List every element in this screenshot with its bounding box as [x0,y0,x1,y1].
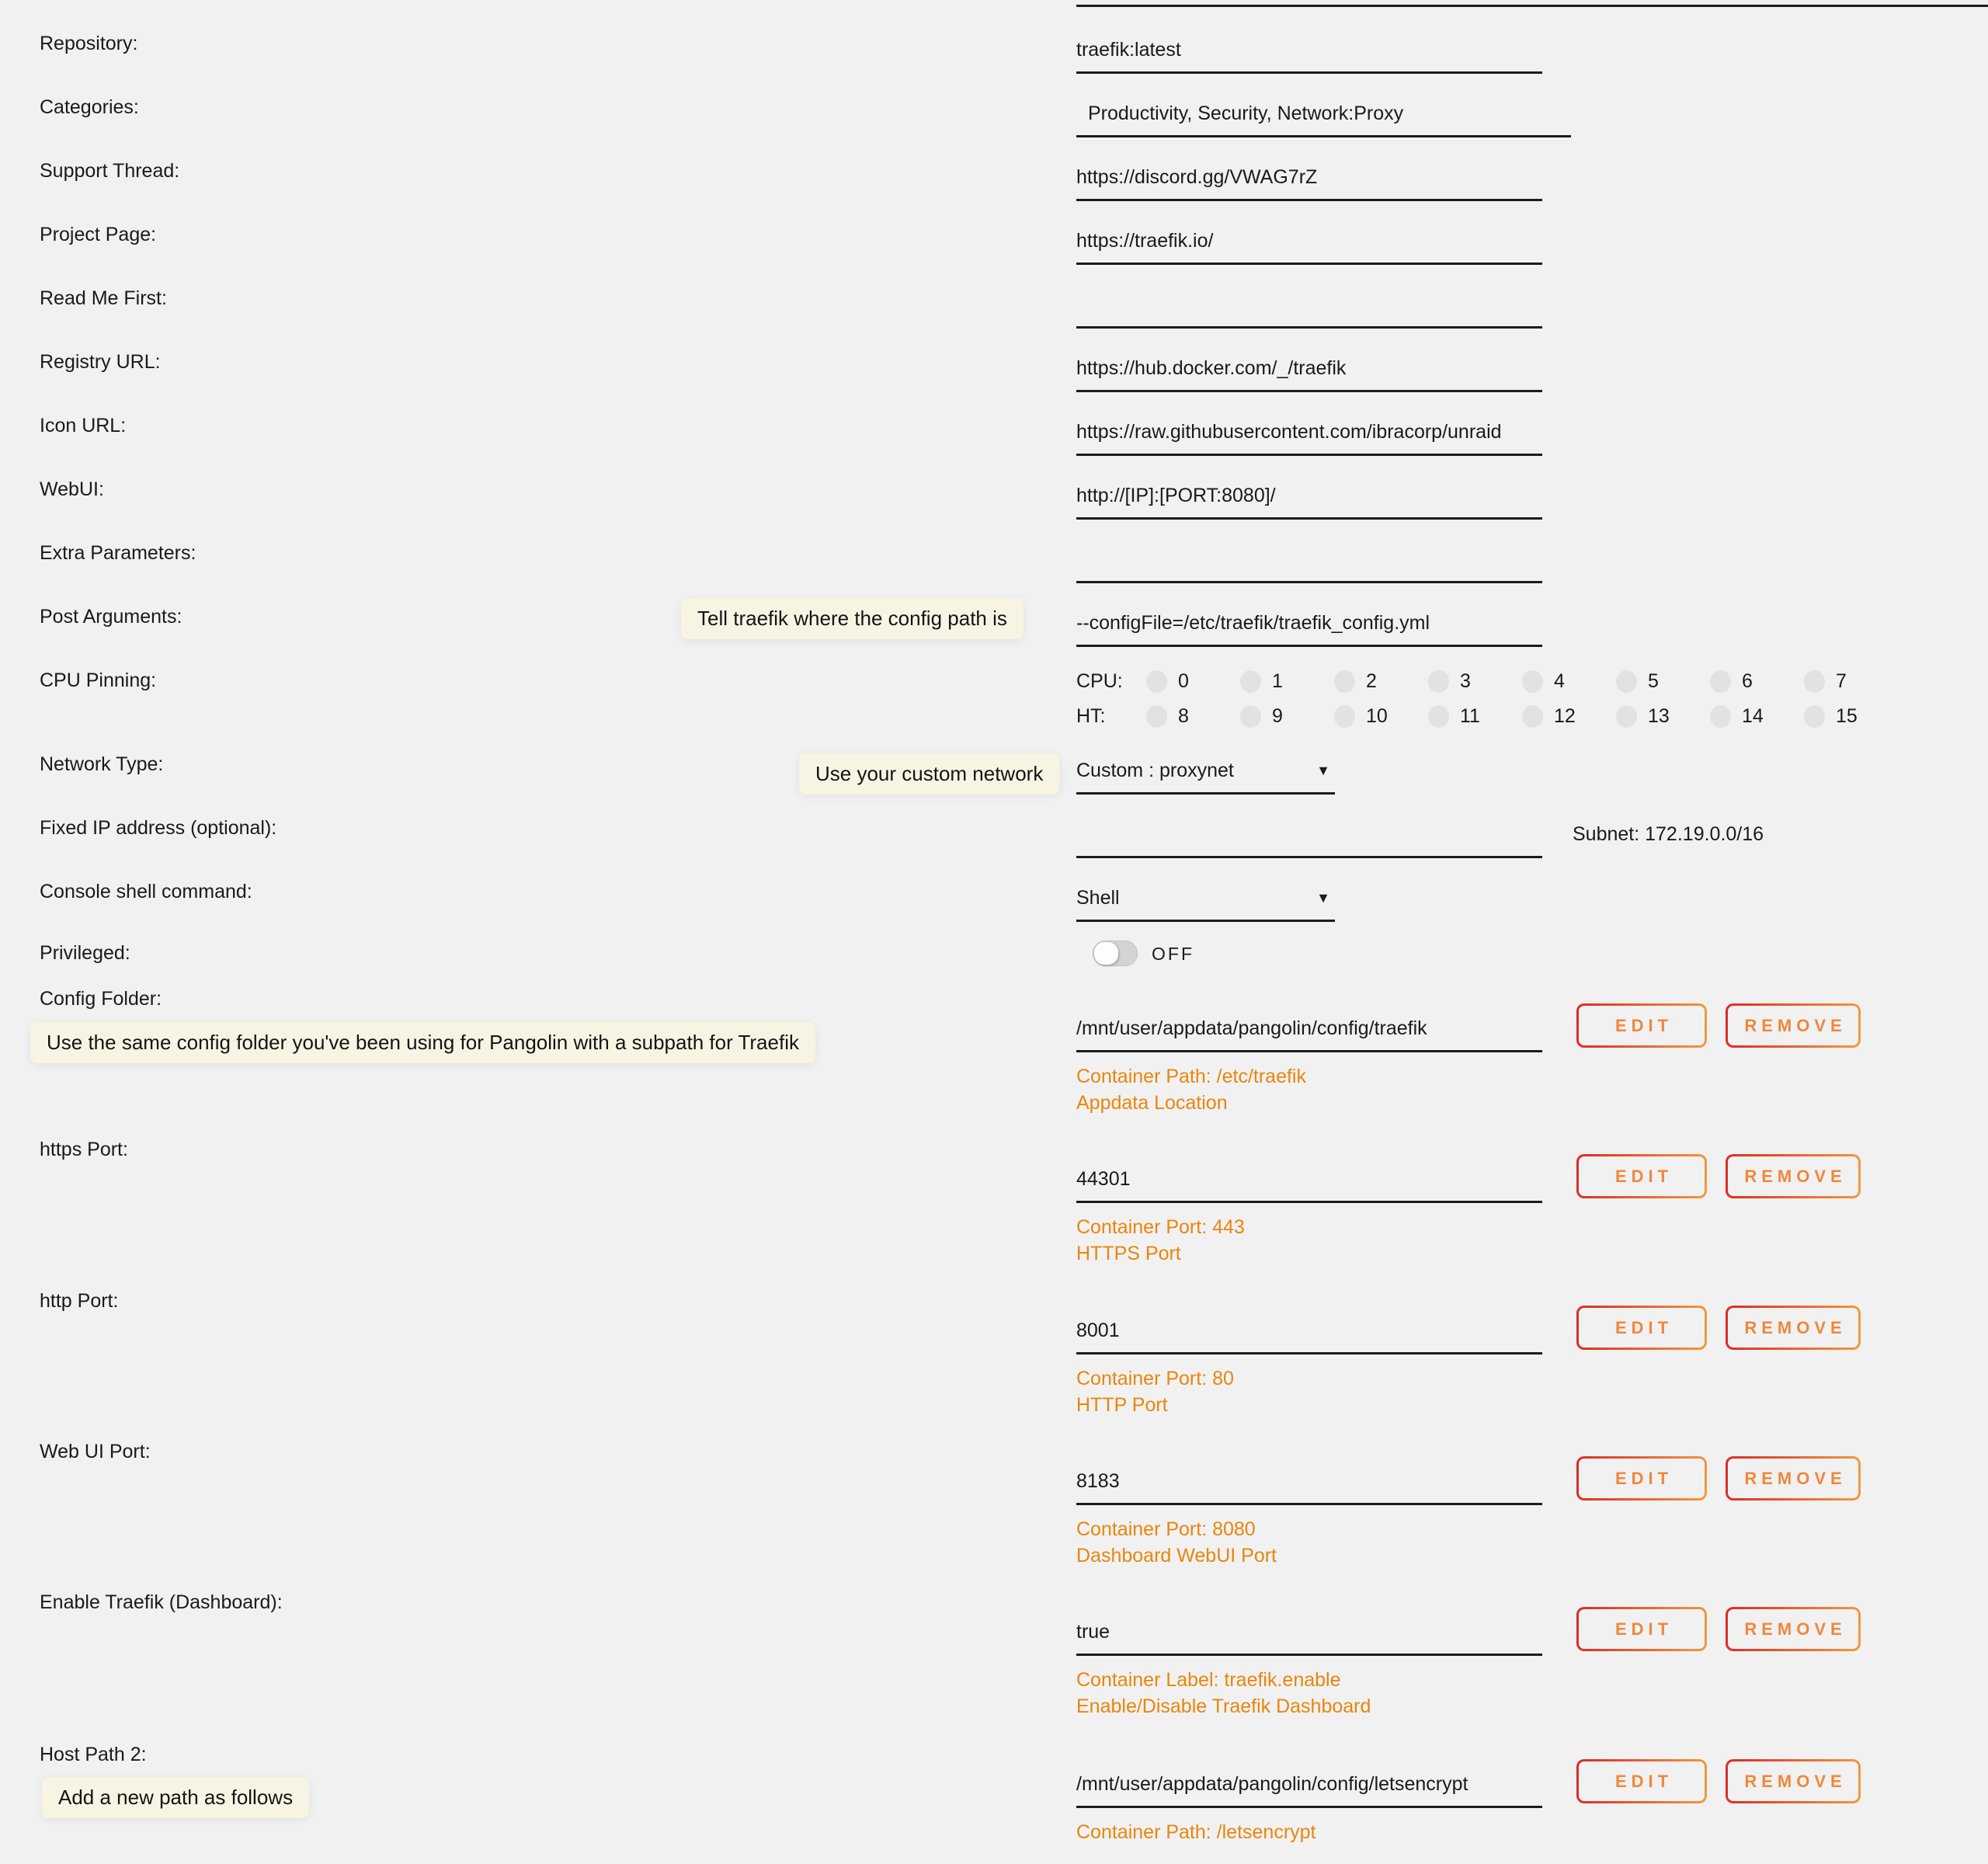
ht-core-option [1146,705,1240,728]
fixed-ip-label: Fixed IP address (optional): [40,817,277,839]
ht-core-number: 13 [1648,704,1670,727]
extra-parameters-label: Extra Parameters: [40,542,196,564]
project-page-input[interactable] [1076,219,1542,265]
remove-button[interactable]: REMOVE [1726,1456,1861,1501]
cpu-core-option [1804,670,1898,693]
enable-dashboard-label: Enable Traefik (Dashboard): [40,1591,283,1613]
toggle-knob [1094,942,1118,965]
cpu-core-radio[interactable] [1334,670,1355,693]
ht-core-radio[interactable] [1334,705,1355,728]
container-label-note: Container Label: traefik.enable [1076,1669,1341,1691]
http-port-input[interactable] [1076,1309,1542,1355]
cpu-core-radio[interactable] [1804,670,1825,693]
host-path-2-input[interactable] [1076,1762,1542,1808]
console-shell-label: Console shell command: [40,881,252,902]
ht-core-radio[interactable] [1428,705,1449,728]
cpu-core-option [1428,670,1522,693]
ht-core-number: 9 [1272,704,1283,727]
edit-button[interactable]: EDIT [1576,1456,1707,1501]
registry-url-label: Registry URL: [40,351,161,373]
https-port-label: https Port: [40,1139,128,1160]
icon-url-value: https://raw.githubusercontent.com/ibracorp/unraid [1076,420,1502,443]
extra-parameters-input[interactable] [1076,537,1542,583]
remove-button[interactable]: REMOVE [1726,1154,1861,1198]
cpu-core-number: 2 [1366,669,1377,692]
enable-dashboard-value: true [1076,1620,1110,1643]
icon-url-label: Icon URL: [40,415,127,436]
ht-core-option [1522,705,1616,728]
cpu-core-option [1616,670,1710,693]
ht-core-radio[interactable] [1710,705,1731,728]
previous-field-underline [1076,5,1988,7]
ht-row-label: HT: [1076,704,1106,727]
ht-core-number: 14 [1742,704,1764,727]
dropdown-caret-icon: ▼ [1316,889,1330,906]
console-shell-select[interactable] [1076,876,1335,922]
fixed-ip-input[interactable] [1076,812,1542,858]
categories-label: Categories: [40,96,139,118]
ht-core-option [1710,705,1804,728]
http-port-value: 8001 [1076,1319,1120,1341]
read-me-first-input[interactable] [1076,283,1542,329]
post-arguments-input[interactable] [1076,601,1542,647]
cpu-core-number: 0 [1178,669,1189,692]
edit-button[interactable]: EDIT [1576,1759,1707,1803]
host-path-2-tooltip: Add a new path as follows [42,1777,309,1818]
config-folder-value: /mnt/user/appdata/pangolin/config/traefik [1076,1017,1427,1039]
support-thread-input[interactable] [1076,155,1542,201]
cpu-core-radio[interactable] [1522,670,1543,693]
field-description-note: HTTP Port [1076,1394,1168,1416]
webui-value: http://[IP]:[PORT:8080]/ [1076,484,1276,506]
edit-button[interactable]: EDIT [1576,1154,1707,1198]
network-type-label: Network Type: [40,753,164,775]
config-folder-input[interactable] [1076,1007,1542,1052]
cpu-core-option [1334,670,1428,693]
network-type-tooltip: Use your custom network [799,753,1059,795]
edit-button[interactable]: EDIT [1576,1003,1707,1048]
cpu-core-radio[interactable] [1428,670,1449,693]
ht-core-number: 10 [1366,704,1388,727]
cpu-core-radio[interactable] [1710,670,1731,693]
support-thread-label: Support Thread: [40,160,180,182]
network-type-select[interactable] [1076,749,1335,795]
network-type-value: Custom : proxynet [1076,759,1234,781]
project-page-label: Project Page: [40,224,157,245]
repository-label: Repository: [40,33,138,54]
ht-core-radio[interactable] [1522,705,1543,728]
enable-dashboard-input[interactable] [1076,1610,1542,1656]
cpu-core-row [1076,669,1898,693]
field-description-note: Dashboard WebUI Port [1076,1545,1277,1567]
ht-core-row [1076,704,1898,728]
cpu-core-number: 7 [1836,669,1847,692]
remove-button[interactable]: REMOVE [1726,1607,1861,1651]
cpu-core-number: 5 [1648,669,1659,692]
cpu-core-number: 3 [1460,669,1471,692]
remove-button[interactable]: REMOVE [1726,1003,1861,1048]
webui-port-value: 8183 [1076,1469,1120,1492]
field-description-note: HTTPS Port [1076,1243,1181,1264]
post-arguments-tooltip: Tell traefik where the config path is [681,598,1024,639]
console-shell-value: Shell [1076,886,1120,909]
container-path-note: Container Path: /etc/traefik [1076,1066,1306,1087]
dropdown-caret-icon: ▼ [1316,762,1330,778]
cpu-core-option [1522,670,1616,693]
support-thread-value: https://discord.gg/VWAG7rZ [1076,165,1318,188]
project-page-value: https://traefik.io/ [1076,229,1214,252]
privileged-label: Privileged: [40,942,130,964]
categories-input[interactable] [1076,92,1571,137]
remove-button[interactable]: REMOVE [1726,1759,1861,1803]
icon-url-input[interactable] [1076,410,1542,456]
webui-input[interactable] [1076,474,1542,520]
webui-port-input[interactable] [1076,1459,1542,1505]
http-port-label: http Port: [40,1290,119,1312]
post-arguments-label: Post Arguments: [40,606,182,628]
container-port-note: Container Port: 8080 [1076,1518,1256,1540]
registry-url-input[interactable] [1076,346,1542,392]
ht-core-option [1428,705,1522,728]
edit-button[interactable]: EDIT [1576,1607,1707,1651]
config-folder-label: Config Folder: [40,988,162,1010]
repository-input[interactable] [1076,28,1542,74]
cpu-core-number: 4 [1554,669,1565,692]
config-folder-tooltip: Use the same config folder you've been using for Pangolin with a subpath for Traefik [30,1022,815,1063]
field-description-note: Appdata Location [1076,1092,1228,1114]
container-port-note: Container Port: 443 [1076,1216,1245,1238]
cpu-core-number: 1 [1272,669,1283,692]
ht-core-radio[interactable] [1804,705,1825,728]
webui-port-label: Web UI Port: [40,1441,151,1462]
field-description-note: Enable/Disable Traefik Dashboard [1076,1695,1371,1717]
cpu-core-option [1146,670,1240,693]
read-me-first-label: Read Me First: [40,287,167,309]
ht-core-number: 11 [1460,704,1480,727]
post-arguments-value: --configFile=/etc/traefik/traefik_config.yml [1076,611,1430,634]
cpu-pinning-label: CPU Pinning: [40,669,157,691]
privileged-state: OFF [1152,944,1194,964]
ht-core-option [1240,705,1334,728]
cpu-core-option [1240,670,1334,693]
cpu-row-label: CPU: [1076,669,1123,692]
https-port-value: 44301 [1076,1167,1131,1190]
subnet-info: Subnet: 172.19.0.0/16 [1573,823,1764,845]
ht-core-option [1616,705,1710,728]
registry-url-value: https://hub.docker.com/_/traefik [1076,356,1347,379]
privileged-toggle[interactable] [1093,941,1138,966]
ht-core-radio[interactable] [1146,705,1167,728]
cpu-core-option [1710,670,1804,693]
ht-core-number: 15 [1836,704,1858,727]
ht-core-number: 8 [1178,704,1189,727]
ht-core-number: 12 [1554,704,1576,727]
webui-label: WebUI: [40,478,104,500]
ht-core-option [1804,705,1898,728]
container-path-note: Container Path: /letsencrypt [1076,1821,1316,1843]
repository-value: traefik:latest [1076,38,1181,61]
cpu-core-radio[interactable] [1146,670,1167,693]
categories-value: Productivity, Security, Network:Proxy [1088,102,1404,124]
edit-button[interactable]: EDIT [1576,1306,1707,1350]
cpu-core-radio[interactable] [1240,670,1261,693]
host-path-2-value: /mnt/user/appdata/pangolin/config/letsencrypt [1076,1772,1468,1795]
container-port-note: Container Port: 80 [1076,1368,1234,1389]
https-port-input[interactable] [1076,1157,1542,1203]
host-path-2-label: Host Path 2: [40,1744,147,1765]
remove-button[interactable]: REMOVE [1726,1306,1861,1350]
cpu-core-radio[interactable] [1616,670,1637,693]
ht-core-radio[interactable] [1616,705,1637,728]
ht-core-radio[interactable] [1240,705,1261,728]
cpu-core-number: 6 [1742,669,1753,692]
ht-core-option [1334,705,1428,728]
